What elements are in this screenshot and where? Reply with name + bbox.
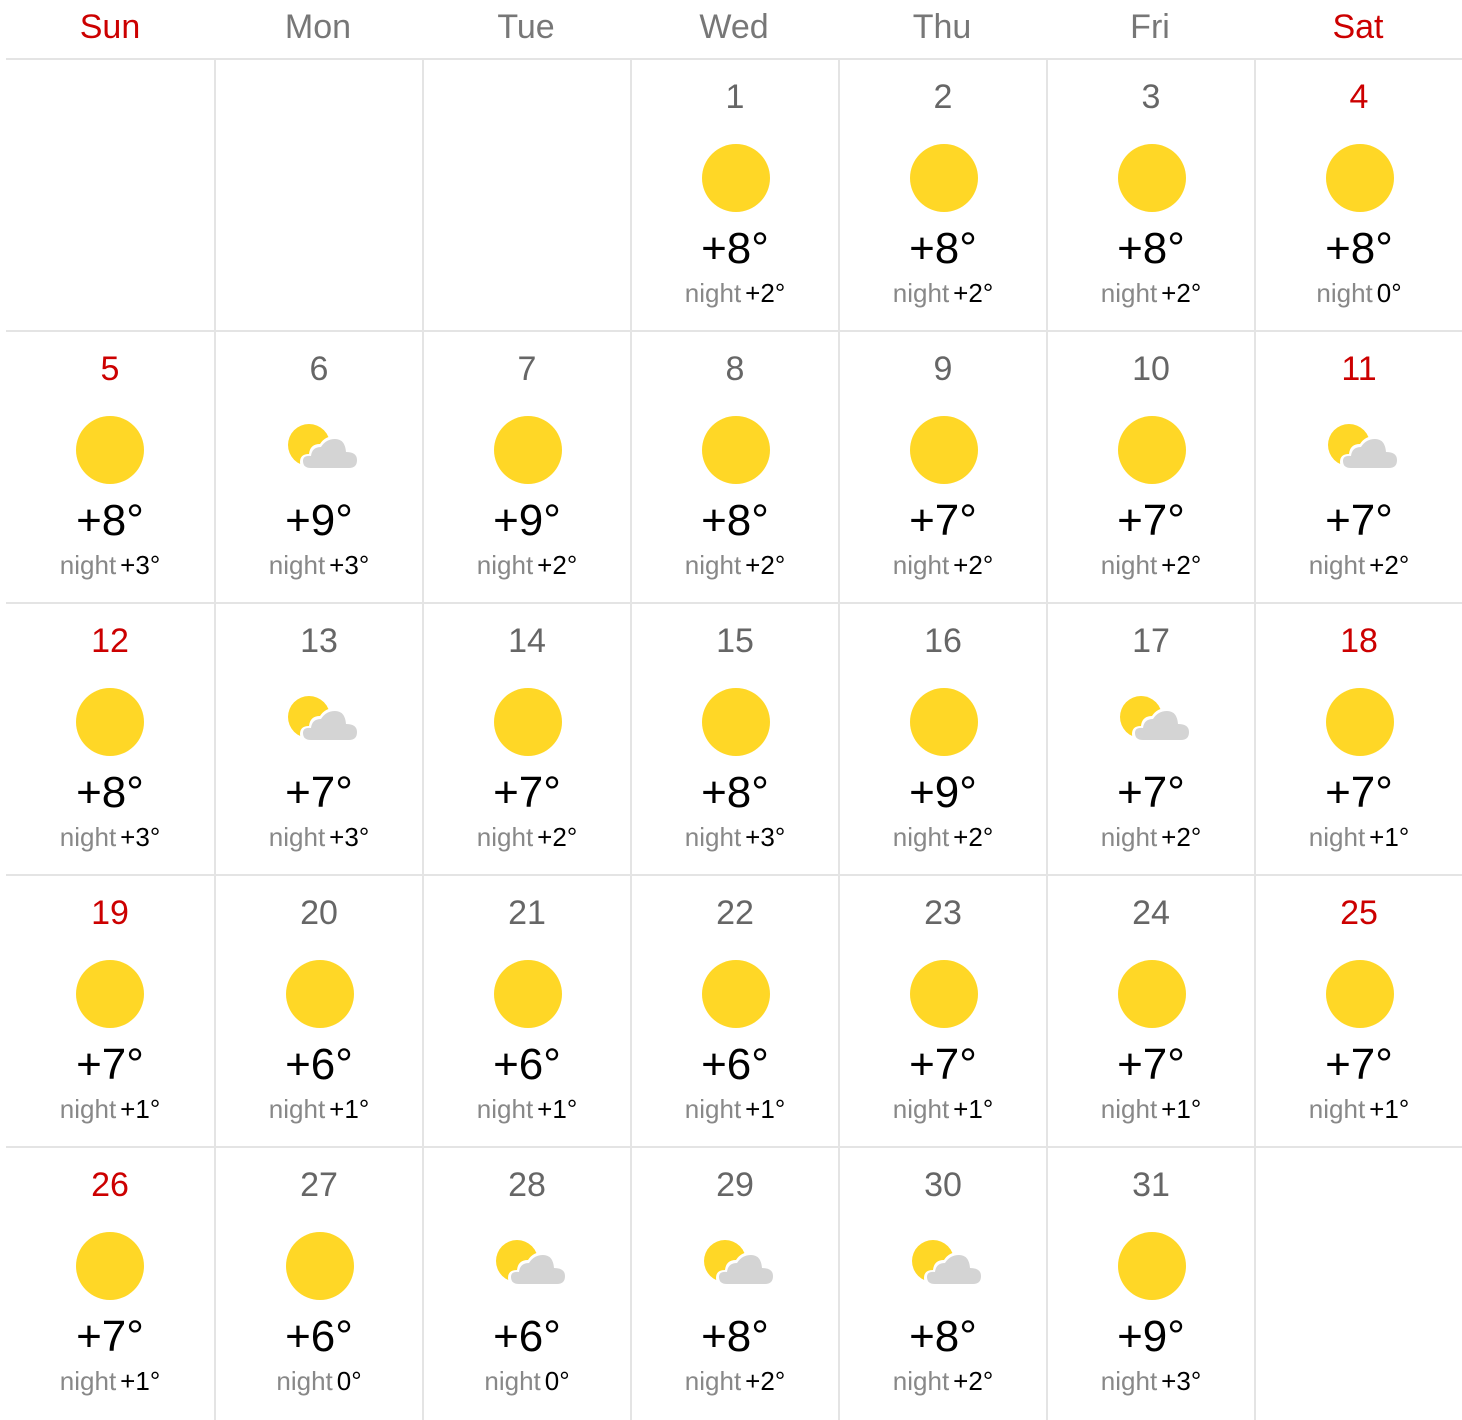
night-temperature [1256,1094,1462,1125]
night-temperature [1048,822,1254,853]
night-value: +2° [953,1366,994,1396]
sun-icon [494,688,562,756]
day-number: 30 [924,1166,962,1204]
sun-icon [1118,1232,1186,1300]
day-cell[interactable] [1046,604,1254,874]
night-label: night [1316,278,1373,308]
night-label: night [59,550,117,580]
night-value: +2° [953,822,994,852]
night-temperature [424,550,630,581]
day-temperature: +7° [1325,768,1393,817]
day-number: 19 [91,894,129,932]
day-temperature: +7° [285,768,353,817]
night-temperature [216,1094,422,1125]
sun-icon [494,960,562,1028]
day-cell[interactable] [630,876,838,1146]
day-number: 15 [716,622,754,660]
night-value: +1° [120,1094,161,1124]
day-cell[interactable] [1046,876,1254,1146]
night-label: night [684,1094,742,1124]
sun-icon [910,144,978,212]
day-number: 28 [508,1166,546,1204]
night-value: 0° [1376,278,1402,308]
night-temperature [1256,550,1462,581]
sun-icon [1118,960,1186,1028]
day-number: 12 [91,622,129,660]
night-temperature [6,550,214,581]
night-temperature [632,822,838,853]
weekday-tue: Tue [497,8,555,46]
night-temperature [632,1094,838,1125]
night-label: night [1100,1094,1158,1124]
weekday-fri: Fri [1130,8,1170,46]
night-value: +1° [953,1094,994,1124]
day-cell[interactable] [214,604,422,874]
day-temperature: +8° [76,768,144,817]
day-cell[interactable] [422,604,630,874]
night-label: night [892,550,950,580]
day-number: 21 [508,894,546,932]
night-temperature [424,1366,630,1397]
day-temperature: +8° [701,768,769,817]
night-label: night [684,1366,742,1396]
night-label: night [892,1366,950,1396]
night-label: night [1100,278,1158,308]
night-temperature [6,1094,214,1125]
night-value: +1° [1369,822,1410,852]
night-temperature [840,822,1046,853]
day-cell[interactable] [1046,1148,1254,1420]
weekday-mon: Mon [284,8,352,46]
night-temperature [216,822,422,853]
day-number: 22 [716,894,754,932]
night-label: night [59,1366,117,1396]
weekday-sun: Sun [79,8,141,46]
day-cell[interactable] [630,60,838,330]
day-number: 25 [1340,894,1378,932]
sun-icon [702,144,770,212]
day-temperature: +9° [285,496,353,545]
night-value: +2° [953,278,994,308]
night-label: night [684,822,742,852]
sun-icon [76,688,144,756]
day-cell[interactable] [1046,332,1254,602]
sun-icon [1326,960,1394,1028]
sun-icon [1326,688,1394,756]
sun-icon [494,416,562,484]
night-temperature [632,1366,838,1397]
sun-icon [1118,416,1186,484]
night-temperature [840,550,1046,581]
night-value: +2° [537,550,578,580]
day-number: 4 [1349,78,1369,116]
night-temperature [216,1366,422,1397]
weather-calendar [6,0,1462,1420]
night-value: +2° [953,550,994,580]
night-temperature [632,550,838,581]
night-value: +1° [745,1094,786,1124]
night-temperature [840,1366,1046,1397]
night-value: +3° [120,550,161,580]
day-number: 9 [933,350,953,388]
night-value: +2° [1161,822,1202,852]
night-label: night [684,278,742,308]
day-cell[interactable] [422,332,630,602]
night-temperature [840,1094,1046,1125]
day-temperature: +7° [1325,1040,1393,1089]
night-label: night [476,1094,534,1124]
day-number: 8 [725,350,745,388]
night-label: night [1308,1094,1366,1124]
night-temperature [1048,1094,1254,1125]
day-cell[interactable] [630,604,838,874]
night-value: +2° [537,822,578,852]
night-value: +3° [329,822,370,852]
day-temperature: +7° [909,496,977,545]
night-temperature [1048,278,1254,309]
day-cell[interactable] [6,604,214,874]
sun-icon [702,416,770,484]
night-temperature [424,822,630,853]
day-temperature: +7° [76,1312,144,1361]
night-value: +3° [329,550,370,580]
weekday-wed: Wed [699,8,769,46]
night-value: +2° [745,1366,786,1396]
day-number: 17 [1132,622,1170,660]
night-label: night [892,1094,950,1124]
day-cell[interactable] [6,332,214,602]
empty-cell [422,60,630,330]
night-label: night [59,822,117,852]
night-value: +3° [120,822,161,852]
night-label: night [276,1366,333,1396]
night-value: +2° [1161,278,1202,308]
weekday-header [6,0,1462,60]
day-temperature: +7° [1117,768,1185,817]
day-cell[interactable] [6,1148,214,1420]
day-temperature: +7° [76,1040,144,1089]
day-number: 7 [517,350,537,388]
day-temperature: +6° [285,1312,353,1361]
day-temperature: +9° [493,496,561,545]
night-label: night [268,550,326,580]
partly-cloudy-icon [702,1232,770,1300]
day-cell[interactable] [838,876,1046,1146]
night-label: night [1308,822,1366,852]
sun-icon [1326,144,1394,212]
week-row [6,332,1462,604]
partly-cloudy-icon [1326,416,1394,484]
day-cell[interactable] [1254,332,1462,602]
night-temperature [1256,278,1462,309]
day-temperature: +6° [285,1040,353,1089]
sun-icon [76,960,144,1028]
day-cell[interactable] [422,1148,630,1420]
day-temperature: +9° [909,768,977,817]
day-temperature: +7° [493,768,561,817]
day-number: 24 [1132,894,1170,932]
day-number: 14 [508,622,546,660]
day-temperature: +8° [701,224,769,273]
day-cell[interactable] [1254,876,1462,1146]
partly-cloudy-icon [910,1232,978,1300]
sun-icon [702,688,770,756]
night-temperature [424,1094,630,1125]
empty-cell [6,60,214,330]
night-label: night [476,822,534,852]
night-value: +2° [745,278,786,308]
day-number: 1 [725,78,745,116]
night-temperature [216,550,422,581]
week-row [6,604,1462,876]
day-cell[interactable] [630,332,838,602]
partly-cloudy-icon [1118,688,1186,756]
partly-cloudy-icon [286,416,354,484]
night-label: night [268,1094,326,1124]
night-value: +1° [329,1094,370,1124]
night-label: night [1308,550,1366,580]
night-value: +1° [537,1094,578,1124]
day-cell[interactable] [838,604,1046,874]
night-temperature [840,278,1046,309]
day-temperature: +8° [909,1312,977,1361]
day-temperature: +6° [701,1040,769,1089]
day-temperature: +8° [1325,224,1393,273]
night-value: 0° [336,1366,362,1396]
day-number: 27 [300,1166,338,1204]
day-number: 2 [933,78,953,116]
day-cell[interactable] [1254,604,1462,874]
day-temperature: +7° [1325,496,1393,545]
night-label: night [484,1366,541,1396]
day-number: 5 [100,350,120,388]
night-label: night [1100,550,1158,580]
day-number: 16 [924,622,962,660]
empty-cell [1254,1148,1462,1420]
night-value: +1° [120,1366,161,1396]
night-value: +1° [1369,1094,1410,1124]
sun-icon [286,960,354,1028]
night-value: +3° [745,822,786,852]
sun-icon [910,688,978,756]
day-number: 18 [1340,622,1378,660]
day-number: 23 [924,894,962,932]
day-temperature: +8° [1117,224,1185,273]
night-label: night [892,278,950,308]
day-temperature: +6° [493,1040,561,1089]
night-temperature [1256,822,1462,853]
day-number: 20 [300,894,338,932]
empty-cell [214,60,422,330]
day-cell[interactable] [838,332,1046,602]
night-temperature [1048,550,1254,581]
day-temperature: +7° [1117,1040,1185,1089]
week-row [6,876,1462,1148]
night-label: night [476,550,534,580]
day-number: 10 [1132,350,1170,388]
sun-icon [910,416,978,484]
sun-icon [76,1232,144,1300]
week-row [6,1148,1462,1420]
day-number: 3 [1141,78,1161,116]
day-cell[interactable] [838,1148,1046,1420]
day-cell[interactable] [214,1148,422,1420]
night-value: 0° [544,1366,570,1396]
sun-icon [702,960,770,1028]
night-temperature [6,822,214,853]
night-label: night [1100,822,1158,852]
night-temperature [632,278,838,309]
day-cell[interactable] [214,332,422,602]
day-cell[interactable] [630,1148,838,1420]
day-temperature: +7° [1117,496,1185,545]
night-label: night [1100,1366,1158,1396]
sun-icon [76,416,144,484]
day-temperature: +8° [701,1312,769,1361]
day-number: 29 [716,1166,754,1204]
day-number: 6 [309,350,329,388]
night-label: night [892,822,950,852]
night-value: +1° [1161,1094,1202,1124]
day-number: 11 [1341,350,1377,388]
night-value: +2° [1161,550,1202,580]
day-cell[interactable] [1046,60,1254,330]
day-number: 13 [300,622,338,660]
day-temperature: +8° [701,496,769,545]
day-cell[interactable] [1254,60,1462,330]
day-cell[interactable] [838,60,1046,330]
day-number: 26 [91,1166,129,1204]
day-cell[interactable] [214,876,422,1146]
day-temperature: +9° [1117,1312,1185,1361]
weekday-sat: Sat [1332,8,1384,46]
night-label: night [268,822,326,852]
day-cell[interactable] [422,876,630,1146]
day-temperature: +8° [76,496,144,545]
sun-icon [286,1232,354,1300]
day-temperature: +6° [493,1312,561,1361]
partly-cloudy-icon [286,688,354,756]
day-temperature: +7° [909,1040,977,1089]
night-value: +3° [1161,1366,1202,1396]
night-label: night [684,550,742,580]
day-cell[interactable] [6,876,214,1146]
sun-icon [910,960,978,1028]
calendar-grid [6,60,1462,1420]
night-label: night [59,1094,117,1124]
day-temperature: +8° [909,224,977,273]
night-value: +2° [745,550,786,580]
day-number: 31 [1132,1166,1170,1204]
weekday-thu: Thu [912,8,972,46]
night-value: +2° [1369,550,1410,580]
night-temperature [1048,1366,1254,1397]
sun-icon [1118,144,1186,212]
week-row [6,60,1462,332]
night-temperature [6,1366,214,1397]
partly-cloudy-icon [494,1232,562,1300]
